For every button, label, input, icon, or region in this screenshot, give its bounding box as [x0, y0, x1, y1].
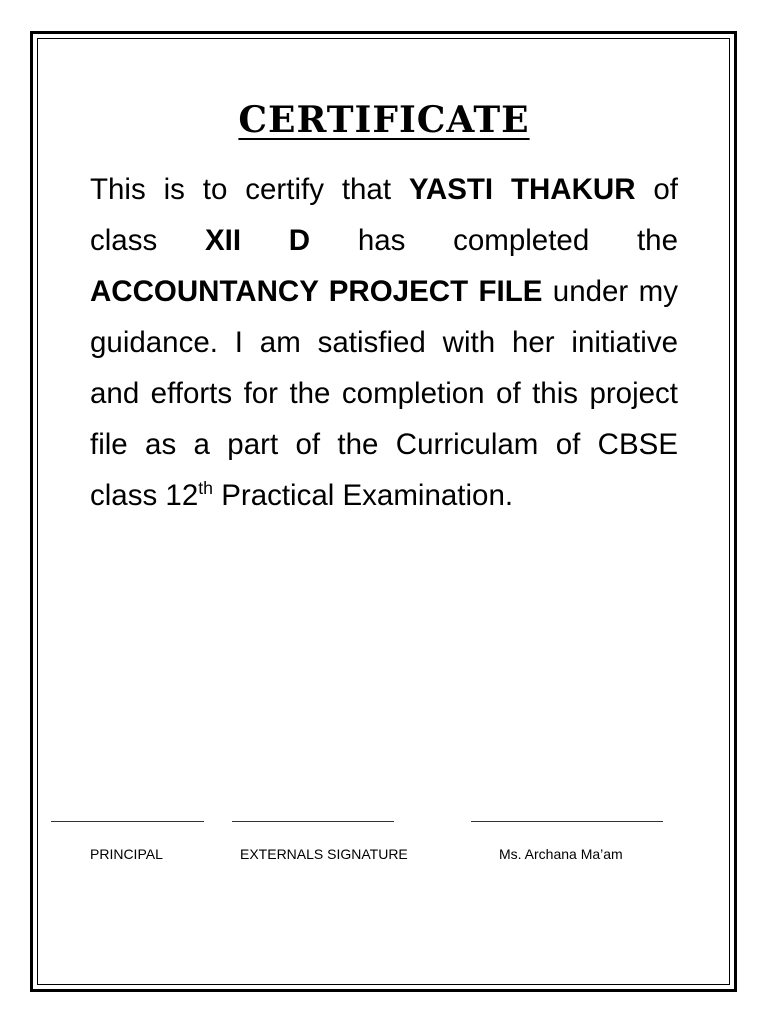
ordinal-suffix: th: [198, 478, 213, 499]
principal-label: PRINCIPAL: [90, 846, 163, 862]
body-text-guidance: under my guidance. I am satisfied with her initiative and efforts for the completion of this project file as a part of the Curriculam of CBSE class 12: [90, 275, 678, 512]
certificate-title: [0, 92, 768, 148]
teacher-signature-line: [471, 821, 663, 822]
student-name: YASTI THAKUR: [408, 173, 636, 206]
certificate-title-text: CERTIFICATE: [238, 99, 530, 141]
teacher-label: Ms. Archana Ma’am: [499, 846, 623, 862]
certificate-body: [90, 164, 678, 521]
external-signature-line: [232, 821, 394, 822]
class-name: XII D: [204, 224, 311, 257]
principal-signature-line: [51, 821, 204, 822]
body-text-examination: Practical Examination.: [213, 479, 514, 512]
body-text-class-prefix: of class: [90, 173, 678, 257]
project-name: ACCOUNTANCY PROJECT FILE: [90, 275, 543, 308]
body-text-intro: This is to certify that: [90, 173, 409, 206]
external-signature-label: EXTERNALS SIGNATURE: [240, 846, 408, 862]
body-text-completed: has completed the: [310, 224, 678, 257]
